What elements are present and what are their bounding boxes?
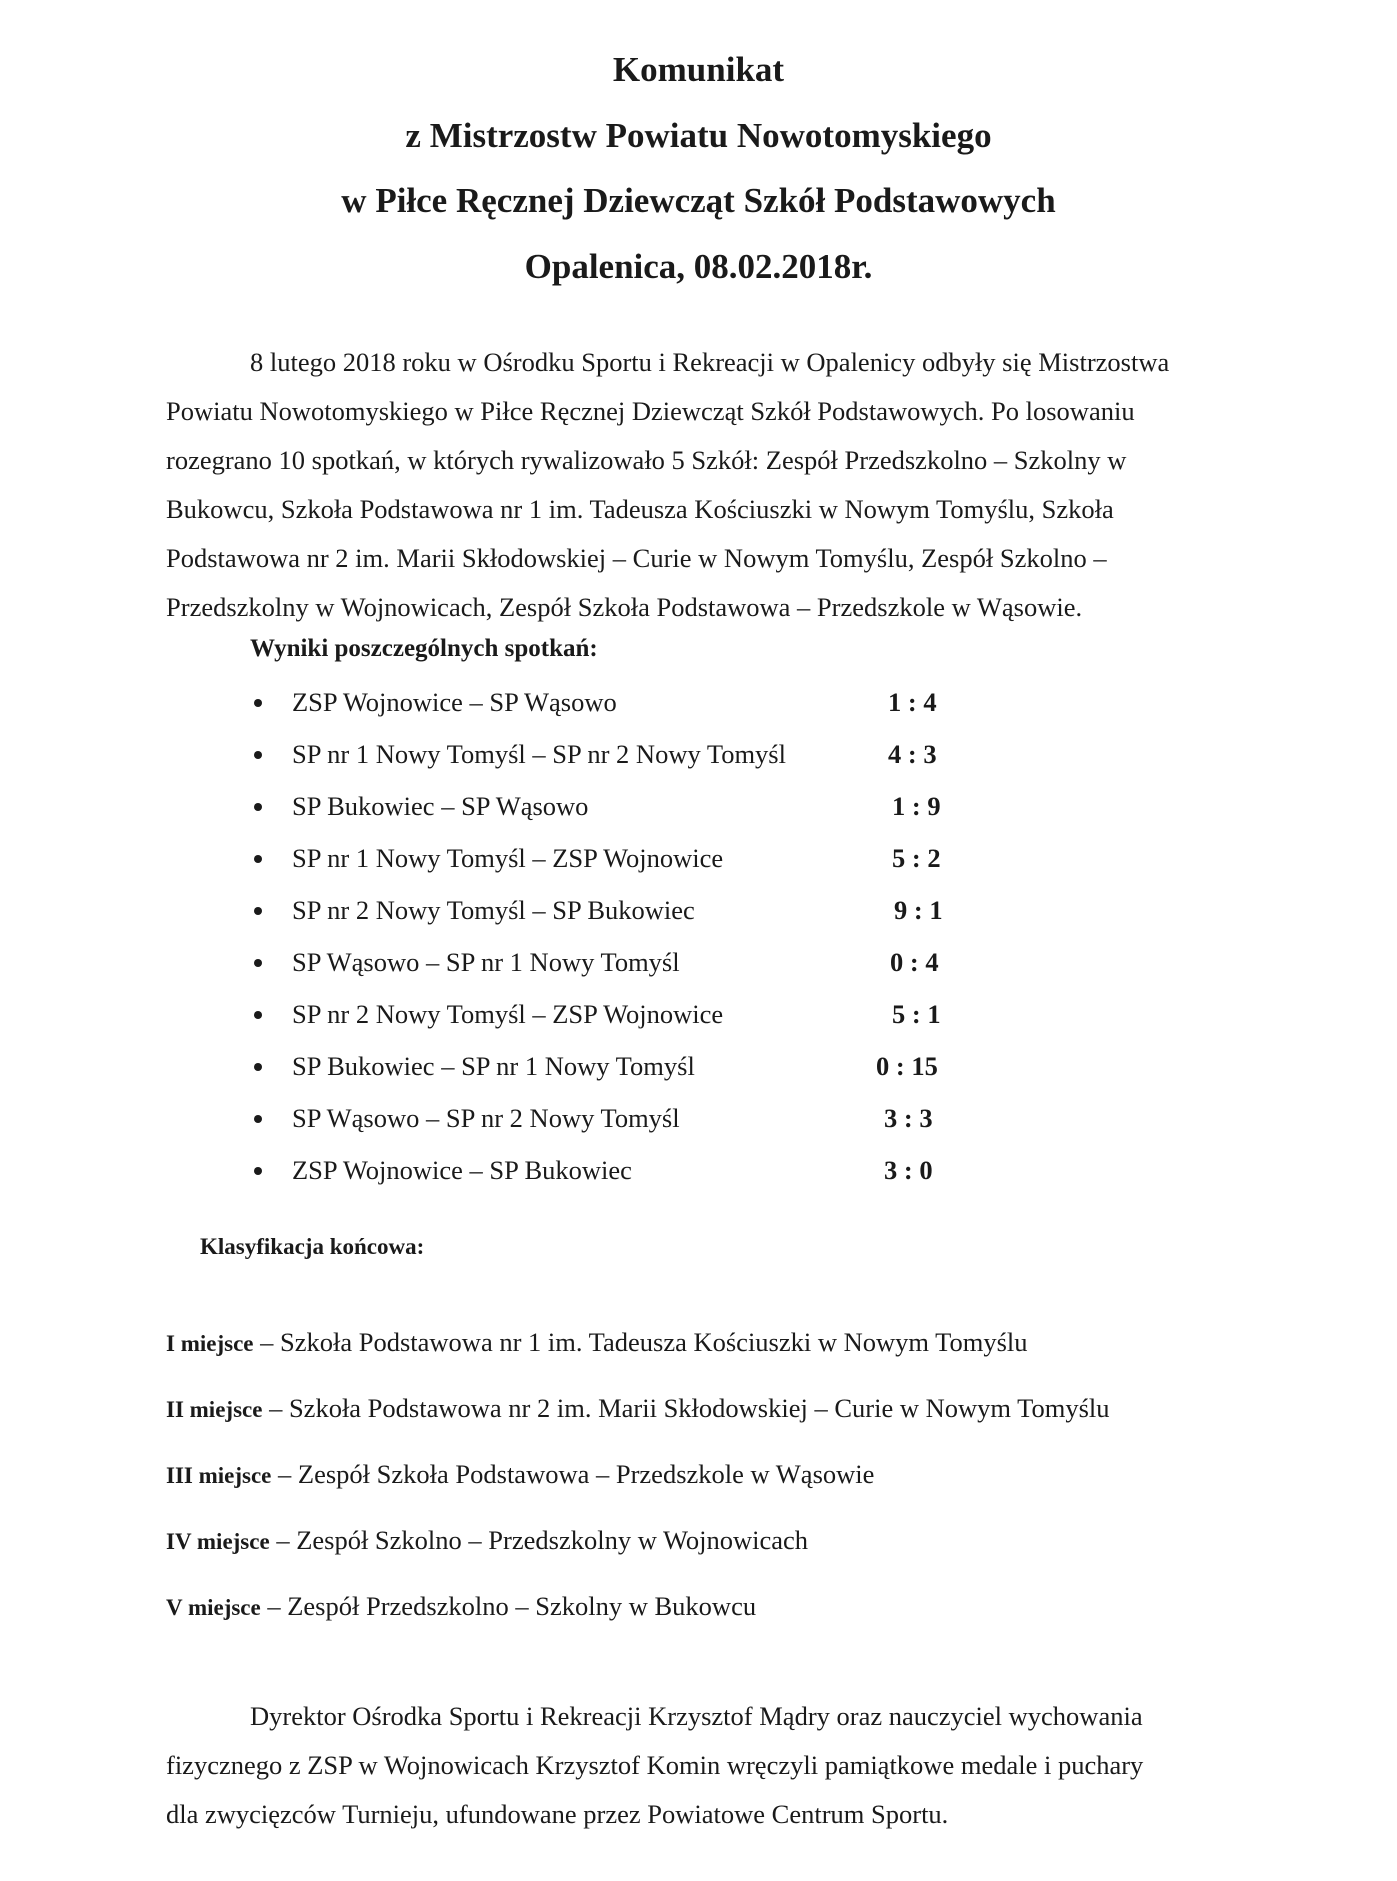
placing-row (166, 1388, 1110, 1454)
result-row (250, 734, 970, 786)
placing-school: – Zespół Przedszkolno – Szkolny w Bukowcu (260, 1591, 757, 1621)
intro-line: Podstawowa nr 2 im. Marii Skłodowskiej – Curie w Nowym Tomyślu, Zespół Szkolno – (166, 543, 1107, 573)
bullet-icon (254, 1011, 262, 1019)
match-teams: SP Wąsowo – SP nr 2 Nowy Tomyśl (292, 1103, 680, 1133)
result-row (250, 1098, 970, 1150)
placing-school: – Zespół Szkoła Podstawowa – Przedszkole w Wąsowie (271, 1459, 875, 1489)
document-subtitle-place-date: Opalenica, 08.02.2018r. (524, 247, 873, 286)
bullet-icon (254, 855, 262, 863)
match-score: 3 : 3 (884, 1103, 933, 1133)
document-title: Komunikat (612, 50, 785, 89)
bullet-icon (254, 803, 262, 811)
result-row (250, 890, 970, 942)
placing-row (166, 1586, 1110, 1652)
match-score: 4 : 3 (888, 739, 937, 769)
result-row (250, 682, 970, 734)
match-score: 9 : 1 (894, 895, 943, 925)
classification-heading: Klasyfikacja końcowa: (200, 1234, 425, 1259)
closing-line: fizycznego z ZSP w Wojnowicach Krzysztof Komin wręczyli pamiątkowe medale i puchary (166, 1750, 1144, 1780)
bullet-icon (254, 751, 262, 759)
result-row (250, 1046, 970, 1098)
placing-rank: IV miejsce (166, 1529, 270, 1554)
match-score: 0 : 15 (876, 1051, 938, 1081)
match-teams: SP Bukowiec – SP Wąsowo (292, 791, 589, 821)
results-heading: Wyniki poszczególnych spotkań: (250, 635, 598, 662)
match-score: 5 : 2 (892, 843, 941, 873)
placing-rank: I miejsce (166, 1331, 254, 1356)
match-score: 1 : 9 (892, 791, 941, 821)
intro-line: 8 lutego 2018 roku w Ośrodku Sportu i Rekreacji w Opalenicy odbyły się Mistrzostwa (250, 347, 1170, 377)
placing-rank: V miejsce (166, 1595, 261, 1620)
result-row (250, 1150, 970, 1202)
match-teams: SP nr 2 Nowy Tomyśl – SP Bukowiec (292, 895, 695, 925)
match-score: 3 : 0 (884, 1155, 933, 1185)
closing-line: dla zwycięzców Turnieju, ufundowane przez Powiatowe Centrum Sportu. (166, 1799, 949, 1829)
placing-school: – Zespół Szkolno – Przedszkolny w Wojnowicach (269, 1525, 809, 1555)
placing-rank: III miejsce (166, 1463, 272, 1488)
bullet-icon (254, 1063, 262, 1071)
bullet-icon (254, 1115, 262, 1123)
intro-paragraph (166, 338, 1246, 632)
match-score: 0 : 4 (890, 947, 939, 977)
intro-line: Powiatu Nowotomyskiego w Piłce Ręcznej Dziewcząt Szkół Podstawowych. Po losowaniu (166, 396, 1135, 426)
document-subtitle-discipline: w Piłce Ręcznej Dziewcząt Szkół Podstawowych (341, 181, 1056, 220)
match-teams: SP nr 2 Nowy Tomyśl – ZSP Wojnowice (292, 999, 724, 1029)
match-teams: ZSP Wojnowice – SP Bukowiec (292, 1155, 632, 1185)
match-teams: SP Wąsowo – SP nr 1 Nowy Tomyśl (292, 947, 680, 977)
placing-school: – Szkoła Podstawowa nr 1 im. Tadeusza Kościuszki w Nowym Tomyślu (253, 1327, 1028, 1357)
intro-line: rozegrano 10 spotkań, w których rywalizowało 5 Szkół: Zespół Przedszkolno – Szkolny w (166, 445, 1127, 475)
result-row (250, 838, 970, 890)
closing-paragraph (166, 1692, 1246, 1839)
bullet-icon (254, 959, 262, 967)
match-teams: SP Bukowiec – SP nr 1 Nowy Tomyśl (292, 1051, 695, 1081)
placing-row (166, 1322, 1110, 1388)
classification-list (166, 1322, 1110, 1652)
match-teams: ZSP Wojnowice – SP Wąsowo (292, 687, 617, 717)
closing-line: Dyrektor Ośrodka Sportu i Rekreacji Krzysztof Mądry oraz nauczyciel wychowania (250, 1701, 1143, 1731)
placing-row (166, 1454, 1110, 1520)
bullet-icon (254, 1167, 262, 1175)
document-subtitle-event: z Mistrzostw Powiatu Nowotomyskiego (405, 116, 992, 155)
placing-school: – Szkoła Podstawowa nr 2 im. Marii Skłodowskiej – Curie w Nowym Tomyślu (262, 1393, 1110, 1423)
result-row (250, 786, 970, 838)
match-teams: SP nr 1 Nowy Tomyśl – SP nr 2 Nowy Tomyśl (292, 739, 786, 769)
intro-line: Bukowcu, Szkoła Podstawowa nr 1 im. Tadeusza Kościuszki w Nowym Tomyślu, Szkoła (166, 494, 1114, 524)
match-score: 1 : 4 (888, 687, 937, 717)
placing-row (166, 1520, 1110, 1586)
match-teams: SP nr 1 Nowy Tomyśl – ZSP Wojnowice (292, 843, 724, 873)
result-row (250, 994, 970, 1046)
intro-line: Przedszkolny w Wojnowicach, Zespół Szkoła Podstawowa – Przedszkole w Wąsowie. (166, 592, 1083, 622)
result-row (250, 942, 970, 994)
results-list (250, 682, 970, 1202)
bullet-icon (254, 699, 262, 707)
placing-rank: II miejsce (166, 1397, 263, 1422)
match-score: 5 : 1 (892, 999, 941, 1029)
bullet-icon (254, 907, 262, 915)
